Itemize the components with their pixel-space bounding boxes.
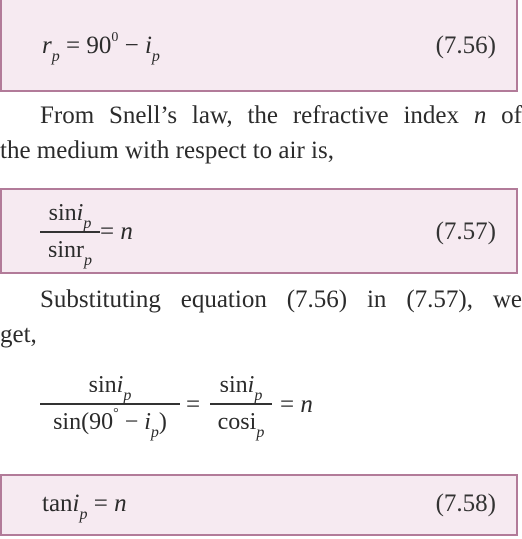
- fraction-sin-ip-over-cos-ip: [210, 372, 272, 441]
- eq-text: sin(90: [53, 408, 114, 435]
- paragraph-snells-law: [0, 99, 522, 133]
- eq-text: sinr: [48, 236, 84, 263]
- eq-subscript: p: [256, 423, 265, 441]
- fraction-numerator: [40, 200, 100, 232]
- fraction-bar: [210, 403, 272, 405]
- eq-symbol-i: i: [247, 372, 255, 398]
- eq-symbol-r: r: [42, 32, 52, 59]
- text-span: of: [486, 102, 522, 129]
- eq-text: ): [158, 408, 167, 435]
- equation-box-7-56: [0, 0, 518, 92]
- paragraph-line: Substituting equation (7.56) in (7.57), we: [40, 286, 522, 313]
- paragraph-line: [0, 99, 522, 133]
- eq-operator: =: [280, 391, 301, 418]
- fraction-sin-ip-over-sin-90-minus-ip: [40, 372, 180, 441]
- fraction-numerator: [40, 372, 180, 404]
- fraction-denominator: [210, 408, 272, 441]
- derivation-equals-1: [186, 391, 200, 419]
- eq-subscript: p: [83, 215, 92, 232]
- eq-text: sin: [48, 200, 77, 226]
- derivation-rhs: [280, 391, 313, 419]
- fraction-bar: [40, 231, 100, 233]
- eq-subscript: p: [151, 48, 160, 65]
- equation-7-56: [42, 30, 160, 65]
- paragraph-snells-law-line2: [0, 134, 522, 168]
- equation-7-57-rhs: [100, 218, 133, 246]
- equation-7-58: [42, 490, 127, 523]
- eq-operator: =: [100, 218, 121, 245]
- eq-operator: =: [87, 490, 115, 517]
- eq-text: sin: [88, 372, 117, 398]
- eq-subscript: p: [150, 423, 159, 441]
- fraction-bar: [40, 403, 180, 405]
- text-symbol-n: n: [473, 102, 487, 129]
- equation-number: (7.56): [435, 32, 496, 59]
- eq-symbol-i: i: [144, 32, 152, 59]
- eq-symbol-n: n: [120, 218, 133, 245]
- equation-number: (7.58): [435, 490, 496, 517]
- eq-symbol-i: i: [72, 490, 80, 517]
- text-span: From Snell’s law, the refractive index: [40, 102, 474, 129]
- eq-subscript: p: [123, 387, 132, 404]
- eq-symbol-n: n: [300, 391, 313, 418]
- eq-operator: =: [186, 391, 201, 418]
- eq-subscript: p: [51, 48, 60, 65]
- eq-superscript: °: [113, 405, 119, 421]
- paragraph-substituting-line2: [0, 318, 522, 352]
- paragraph-line: the medium with respect to air is,: [0, 137, 334, 164]
- eq-symbol-i: i: [144, 408, 151, 435]
- eq-operator: −: [118, 32, 145, 59]
- paragraph-line: get,: [0, 321, 37, 348]
- eq-symbol-n: n: [114, 490, 127, 517]
- eq-operator: −: [118, 408, 145, 435]
- equation-box-7-57: [0, 188, 518, 274]
- eq-text: sin: [219, 372, 248, 398]
- eq-text: cosi: [217, 408, 257, 435]
- fraction-denominator: [40, 405, 180, 441]
- fraction-sin-ip-over-sin-rp: [40, 200, 100, 269]
- eq-text: = 90: [59, 32, 112, 59]
- equation-box-7-58: [0, 474, 518, 536]
- eq-superscript: 0: [111, 30, 119, 45]
- eq-text: tan: [42, 490, 73, 517]
- fraction-denominator: [40, 236, 100, 269]
- eq-subscript: p: [84, 251, 92, 269]
- fraction-numerator: [210, 372, 272, 404]
- eq-subscript: p: [254, 387, 263, 404]
- eq-symbol-i: i: [76, 200, 84, 226]
- paragraph-substituting: [0, 283, 522, 317]
- eq-subscript: p: [79, 506, 88, 523]
- equation-number: (7.57): [435, 218, 496, 245]
- eq-symbol-i: i: [116, 372, 124, 398]
